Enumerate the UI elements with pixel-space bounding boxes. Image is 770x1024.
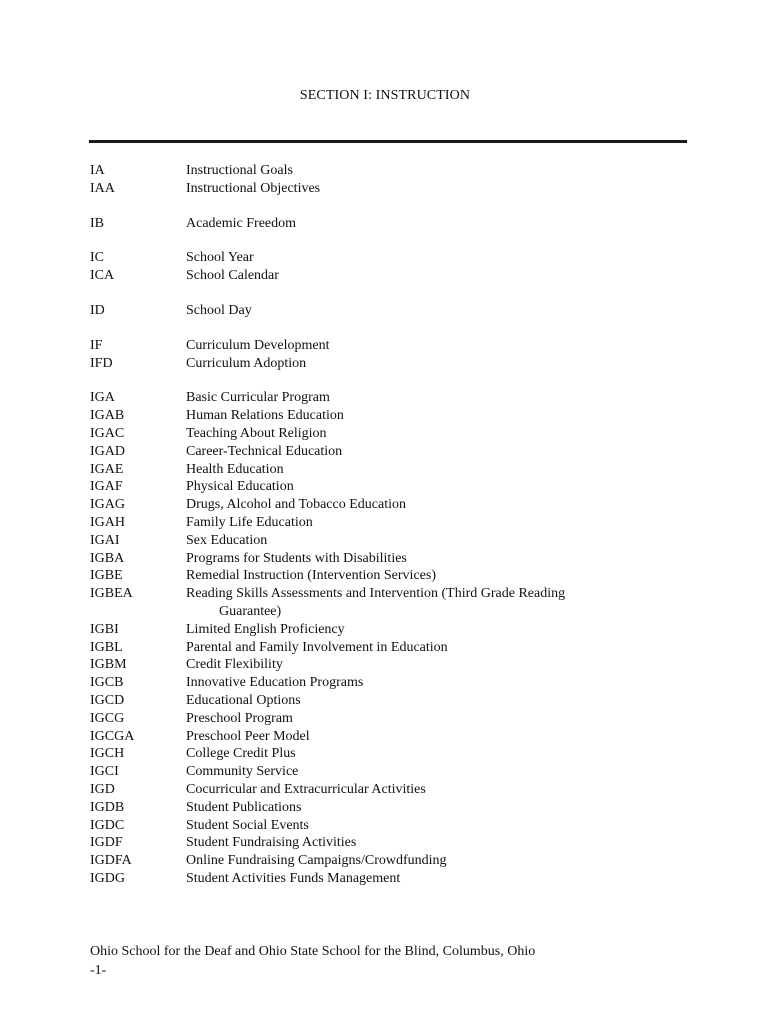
policy-row xyxy=(90,745,690,763)
policy-code: IGDG xyxy=(90,870,125,886)
page-footer xyxy=(90,942,535,980)
policy-title: Family Life Education xyxy=(186,514,313,530)
policy-row xyxy=(90,389,690,407)
policy-title: Community Service xyxy=(186,764,299,780)
policy-row xyxy=(90,674,690,692)
footer-page-number: -1- xyxy=(90,963,107,978)
policy-group xyxy=(90,215,690,233)
policy-code: IGAI xyxy=(90,532,120,548)
policy-title: School Calendar xyxy=(186,268,279,284)
policy-title: Reading Skills Assessments and Intervention (Third Grade Reading xyxy=(186,586,566,602)
policy-title: Basic Curricular Program xyxy=(186,390,330,406)
policy-group xyxy=(90,162,690,198)
policy-title: Cocurricular and Extracurricular Activities xyxy=(186,781,426,797)
policy-code: IGAH xyxy=(90,514,125,530)
policy-title-continuation: Guarantee) xyxy=(219,603,282,619)
policy-row xyxy=(90,496,690,514)
policy-code: IB xyxy=(90,215,104,231)
policy-code: IGDFA xyxy=(90,853,132,869)
policy-code: IGDC xyxy=(90,817,125,833)
policy-group xyxy=(90,337,690,373)
policy-row xyxy=(90,425,690,443)
policy-row xyxy=(90,621,690,639)
policy-row xyxy=(90,656,690,674)
policy-row xyxy=(90,215,690,233)
policy-row xyxy=(90,799,690,817)
policy-row xyxy=(90,763,690,781)
policy-title: Curriculum Adoption xyxy=(186,355,307,371)
policy-title: Sex Education xyxy=(186,532,268,548)
policy-title: Parental and Family Involvement in Education xyxy=(186,639,448,655)
policy-title: Drugs, Alcohol and Tobacco Education xyxy=(186,497,406,513)
policy-code: IGBM xyxy=(90,657,127,673)
policy-row xyxy=(90,585,690,603)
policy-row xyxy=(90,249,690,267)
policy-title: Online Fundraising Campaigns/Crowdfunding xyxy=(186,853,447,869)
policy-row xyxy=(90,817,690,835)
policy-title: Educational Options xyxy=(186,692,301,708)
policy-title: School Year xyxy=(186,250,254,266)
policy-title: Student Social Events xyxy=(186,817,309,833)
policy-code: IA xyxy=(90,163,105,178)
policy-code: IGDF xyxy=(90,835,123,851)
policy-group xyxy=(90,389,690,887)
policy-row xyxy=(90,728,690,746)
policy-title: Curriculum Development xyxy=(186,337,330,353)
policy-code: IGCB xyxy=(90,675,124,691)
policy-title: Programs for Students with Disabilities xyxy=(186,550,407,566)
policy-title: Career-Technical Education xyxy=(186,443,343,459)
policy-row xyxy=(90,302,690,320)
policy-row xyxy=(90,781,690,799)
policy-row xyxy=(90,443,690,461)
policy-code: ID xyxy=(90,302,105,318)
policy-code: IGCI xyxy=(90,764,119,780)
policy-row xyxy=(90,550,690,568)
policy-title: Preschool Program xyxy=(186,710,293,726)
policy-code: IGCGA xyxy=(90,728,135,744)
policy-row xyxy=(90,639,690,657)
policy-row xyxy=(90,478,690,496)
policy-title: Remedial Instruction (Intervention Services) xyxy=(186,568,436,584)
policy-title: Student Publications xyxy=(186,799,302,815)
policy-title: Human Relations Education xyxy=(186,408,344,424)
policy-index xyxy=(90,162,690,905)
policy-code: IGAE xyxy=(90,461,124,477)
policy-code: IC xyxy=(90,250,104,266)
policy-code: IGBEA xyxy=(90,586,133,602)
policy-row xyxy=(90,337,690,355)
policy-code: IGA xyxy=(90,390,115,406)
policy-row xyxy=(90,567,690,585)
policy-group xyxy=(90,249,690,285)
page-title: SECTION I: INSTRUCTION xyxy=(299,88,471,103)
policy-row xyxy=(90,407,690,425)
policy-title: Student Activities Funds Management xyxy=(186,870,401,886)
policy-code: IGCD xyxy=(90,692,125,708)
policy-row xyxy=(90,532,690,550)
code-spacer xyxy=(90,603,186,621)
policy-row xyxy=(90,834,690,852)
policy-title: Innovative Education Programs xyxy=(186,675,364,691)
policy-row xyxy=(90,162,690,180)
policy-title: College Credit Plus xyxy=(186,746,296,762)
policy-title: Academic Freedom xyxy=(186,215,297,231)
policy-row xyxy=(90,870,690,888)
policy-code: IGAG xyxy=(90,497,125,513)
policy-row xyxy=(90,710,690,728)
policy-row xyxy=(90,355,690,373)
policy-code: IGAF xyxy=(90,479,123,495)
policy-title: Teaching About Religion xyxy=(186,425,327,441)
policy-title: Health Education xyxy=(186,461,284,477)
policy-row-continuation xyxy=(90,603,690,621)
policy-title: Preschool Peer Model xyxy=(186,728,310,744)
policy-code: IGBL xyxy=(90,639,123,655)
policy-title: School Day xyxy=(186,302,252,318)
policy-title: Instructional Goals xyxy=(186,163,293,178)
policy-code: IGAC xyxy=(90,425,125,441)
policy-row xyxy=(90,461,690,479)
policy-code: IGD xyxy=(90,781,115,797)
policy-title: Credit Flexibility xyxy=(186,657,283,673)
policy-code: IGCG xyxy=(90,710,125,726)
policy-group xyxy=(90,302,690,320)
policy-code: IGBE xyxy=(90,568,123,584)
footer-institution: Ohio School for the Deaf and Ohio State School for the Blind, Columbus, Ohio xyxy=(90,944,536,959)
policy-title: Student Fundraising Activities xyxy=(186,835,357,851)
policy-code: IGAD xyxy=(90,443,125,459)
policy-row xyxy=(90,267,690,285)
policy-row xyxy=(90,514,690,532)
policy-row xyxy=(90,692,690,710)
policy-code: IFD xyxy=(90,355,113,371)
policy-code: IGBA xyxy=(90,550,125,566)
policy-code: IAA xyxy=(90,180,115,196)
policy-row xyxy=(90,180,690,198)
policy-code: IGDB xyxy=(90,799,125,815)
policy-row xyxy=(90,852,690,870)
policy-title: Limited English Proficiency xyxy=(186,621,345,637)
policy-code: IGCH xyxy=(90,746,125,762)
policy-code: IGAB xyxy=(90,408,125,424)
policy-code: IF xyxy=(90,337,103,353)
horizontal-rule xyxy=(89,140,687,143)
policy-code: IGBI xyxy=(90,621,119,637)
policy-code: ICA xyxy=(90,268,115,284)
policy-title: Physical Education xyxy=(186,479,294,495)
policy-title: Instructional Objectives xyxy=(186,180,321,196)
